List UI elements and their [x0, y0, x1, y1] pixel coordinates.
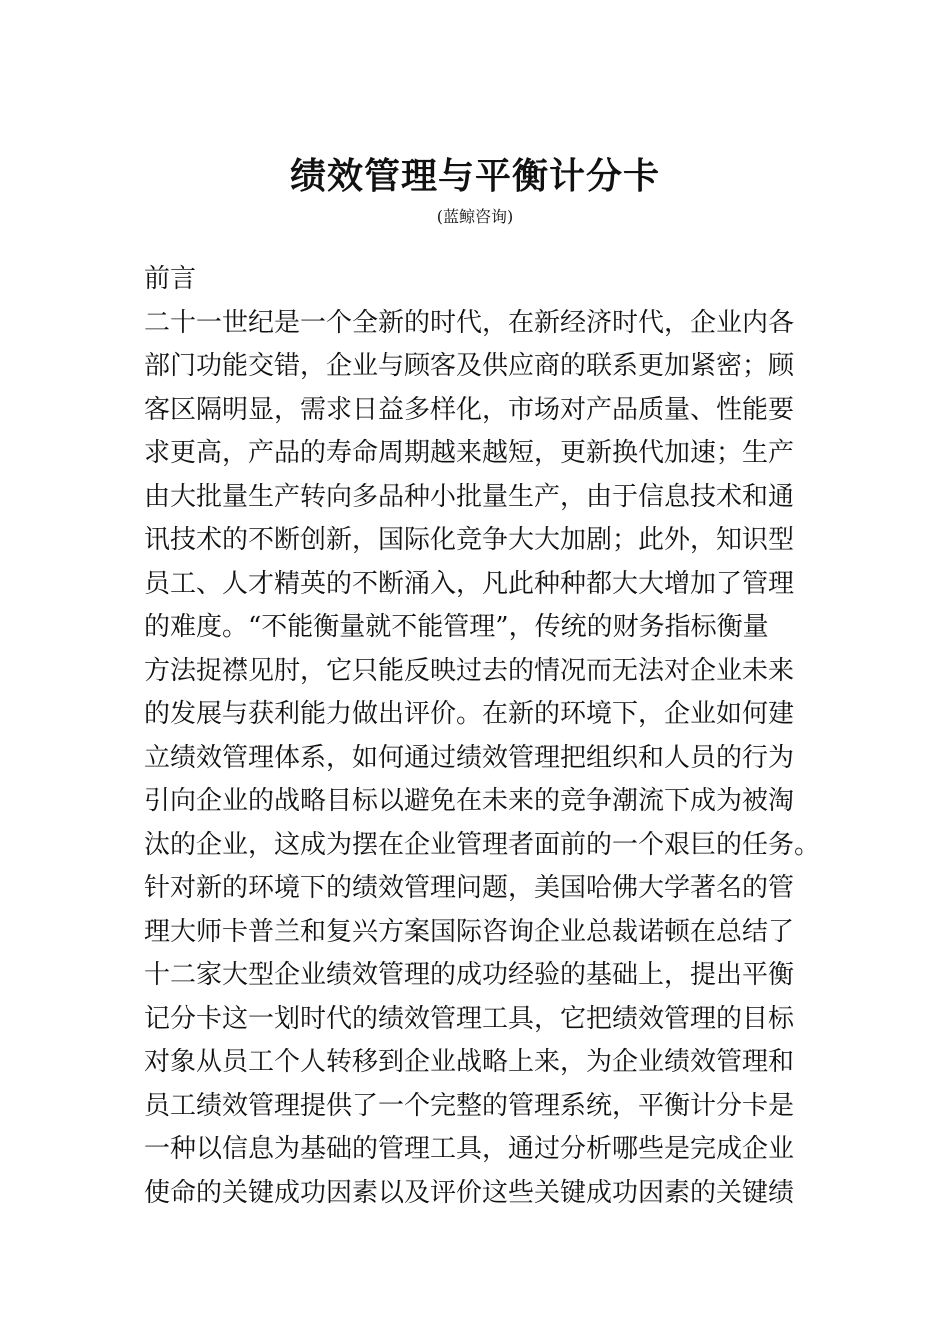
paragraph-line: 记分卡这一划时代的绩效管理工具，它把绩效管理的目标	[144, 1003, 795, 1034]
paragraph-line: 立绩效管理体系，如何通过绩效管理把组织和人员的行为	[144, 742, 795, 773]
paragraph-line: 员工、人才精英的不断涌入，凡此种种都大大增加了管理	[144, 568, 795, 599]
paragraph-line: 求更高，产品的寿命周期越来越短，更新换代加速；生产	[144, 438, 795, 468]
paragraph-line: 的难度。“不能衡量就不能管理”，传统的财务指标衡量	[144, 612, 769, 642]
paragraph-line: 员工绩效管理提供了一个完整的管理系统，平衡计分卡是	[144, 1090, 795, 1121]
paragraph-line: 部门功能交错，企业与顾客及供应商的联系更加紧密；顾	[144, 351, 795, 381]
paragraph-line: 由大批量生产转向多品种小批量生产，由于信息技术和通	[144, 481, 795, 512]
paragraph-line: 客区隔明显，需求日益多样化，市场对产品质量、性能要	[144, 394, 795, 425]
paragraph-line: 十二家大型企业绩效管理的成功经验的基础上，提出平衡	[144, 960, 795, 990]
paragraph-line: 引向企业的战略目标以避免在未来的竞争潮流下成为被淘	[144, 786, 795, 816]
paragraph-line: 讯技术的不断创新，国际化竞争大大加剧；此外，知识型	[144, 525, 795, 555]
paragraph-line: 汰的企业，这成为摆在企业管理者面前的一个艰巨的任务。	[144, 829, 821, 860]
paragraph-line: 二十一世纪是一个全新的时代，在新经济时代，企业内各	[144, 307, 795, 338]
paragraph-line: 使命的关键成功因素以及评价这些关键成功因素的关键绩	[144, 1177, 795, 1208]
paragraph-line: 方法捉襟见肘，它只能反映过去的情况而无法对企业未来	[144, 655, 795, 686]
paragraph-line: 的发展与获利能力做出评价。在新的环境下，企业如何建	[144, 699, 795, 729]
document-subtitle: (蓝鲸咨询)	[436, 207, 514, 226]
paragraph-line: 对象从员工个人转移到企业战略上来，为企业绩效管理和	[144, 1047, 795, 1077]
section-heading: 前言	[144, 264, 197, 294]
paragraph-line: 一种以信息为基础的管理工具，通过分析哪些是完成企业	[144, 1134, 795, 1164]
paragraph-line: 针对新的环境下的绩效管理问题，美国哈佛大学著名的管	[144, 873, 795, 903]
document-body	[144, 258, 821, 1215]
paragraph-line: 理大师卡普兰和复兴方案国际咨询企业总裁诺顿在总结了	[144, 916, 795, 947]
document-title: 绩效管理与平衡计分卡	[289, 155, 660, 197]
